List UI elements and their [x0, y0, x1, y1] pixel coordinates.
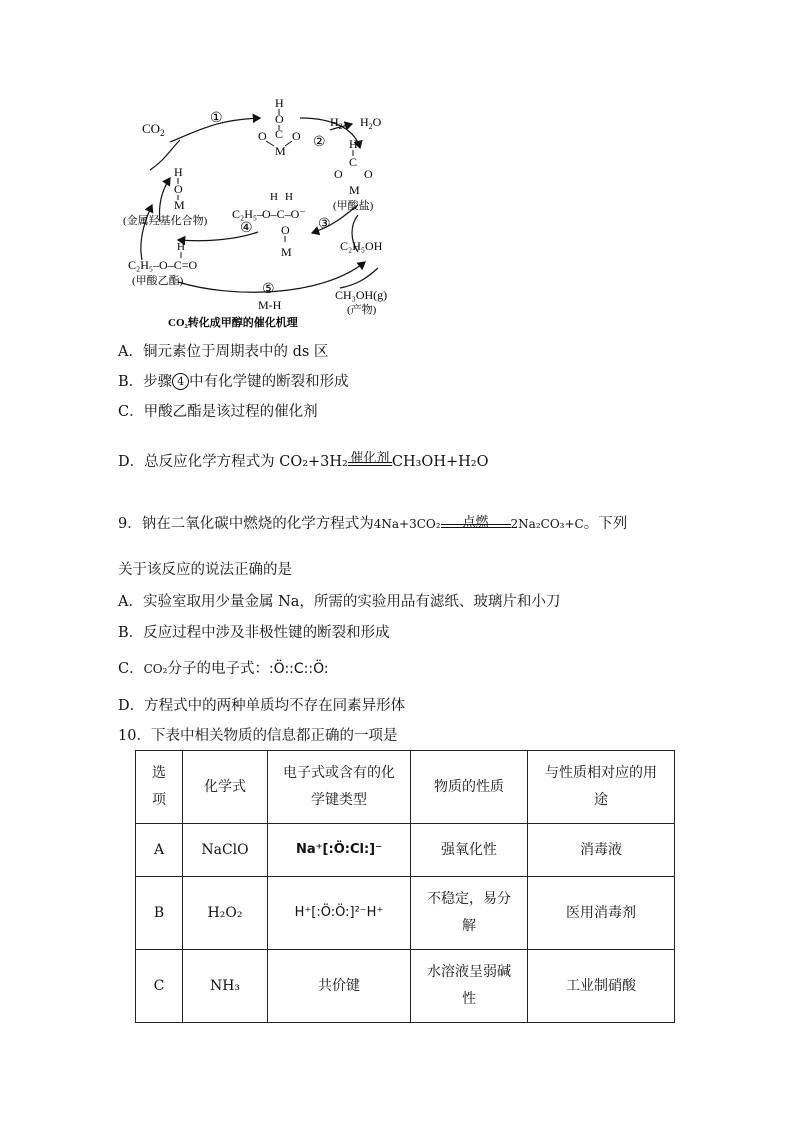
co2-label: $CO_2$ — [142, 121, 165, 138]
svg-text:O: O — [275, 112, 284, 126]
header-bond: 电子式或含有的化 学键类型 — [268, 751, 411, 824]
arrow-ch3oh-out — [340, 268, 378, 288]
table-row — [136, 950, 675, 1023]
q10-stem: 10．下表中相关物质的信息都正确的一项是 — [118, 728, 398, 744]
svg-text:H2: $H_2$ — [330, 115, 343, 131]
q9-option-a: A．实验室取用少量金属 Na，所需的实验用品有滤纸、玻璃片和小刀 — [118, 594, 561, 610]
diagram-caption: CO₂转化成甲醇的催化机理 — [168, 317, 298, 329]
row-property: 强氧化性 — [411, 824, 528, 877]
catalysis-mechanism-diagram — [120, 85, 420, 335]
header-option: 选 项 — [136, 751, 183, 824]
q8-option-b: B．步骤 4 中有化学键的断裂和形成 — [118, 374, 349, 390]
q9-option-b: B．反应过程中涉及非极性键的断裂和形成 — [118, 625, 390, 641]
row-formula: NH₃ — [183, 950, 268, 1023]
svg-text:H2O: $H_2O$ — [360, 115, 382, 131]
ethyl-formate-structure: C₂H₅–O–C=O — [128, 258, 198, 272]
step3-label: ③ — [318, 217, 331, 232]
formate-label: (甲酸盐) — [333, 200, 374, 212]
svg-text:H: H — [285, 191, 293, 203]
product-label: (产物) — [347, 304, 377, 316]
svg-text:C: C — [349, 155, 358, 169]
row-formula: NaClO — [183, 824, 268, 877]
svg-text:M: M — [281, 245, 292, 259]
svg-text:C: C — [275, 127, 284, 141]
row-bond: H⁺[:Ö:Ö:]²⁻H⁺ — [268, 877, 411, 950]
q9-stem: 9．钠在二氧化碳中燃烧的化学方程式为4Na+3CO₂ 点燃 2Na₂CO₃+C。下列 — [118, 515, 628, 532]
step-circle: 4 — [172, 373, 189, 390]
mh-label: M-H — [258, 298, 282, 312]
svg-text:H: H — [270, 191, 278, 203]
svg-text:H: H — [174, 165, 183, 179]
row-use: 医用消毒剂 — [528, 877, 675, 950]
row-bond: 共价键 — [268, 950, 411, 1023]
q9-option-d: D．方程式中的两种单质均不存在同素异形体 — [118, 698, 406, 714]
header-use: 与性质相对应的用 途 — [528, 751, 675, 824]
row-bond: Na⁺[:Ö:Cl:]⁻ — [268, 824, 411, 877]
q8-option-c: C．甲酸乙酯是该过程的催化剂 — [118, 404, 318, 420]
svg-text:H: H — [275, 96, 284, 110]
row-option: C — [136, 950, 183, 1023]
svg-text:M: M — [174, 198, 185, 212]
svg-text:O: O — [334, 167, 343, 181]
row-use: 消毒液 — [528, 824, 675, 877]
metal-hydroxy-label: (金属羟基化合物) — [123, 215, 208, 227]
row-option: A — [136, 824, 183, 877]
row-formula: H₂O₂ — [183, 877, 268, 950]
svg-text:O: O — [174, 182, 183, 196]
svg-text:H: H — [349, 137, 358, 151]
ch3oh-label: CH₃OH(g) — [335, 288, 388, 302]
svg-text:O–C–O⁻: O–C–O⁻ — [262, 207, 306, 221]
arrow-left-return — [141, 205, 152, 260]
svg-text:M: M — [349, 183, 360, 197]
q8-option-a: A．铜元素位于周期表中的 ds 区 — [118, 344, 329, 360]
svg-text:M: M — [275, 144, 286, 158]
q10-table — [135, 750, 675, 1023]
step2-label: ② — [313, 135, 326, 150]
header-property: 物质的性质 — [411, 751, 528, 824]
svg-text:O: O — [258, 129, 267, 143]
table-row — [136, 824, 675, 877]
svg-text:O: O — [292, 129, 301, 143]
header-formula: 化学式 — [183, 751, 268, 824]
row-property: 水溶液呈弱碱 性 — [411, 950, 528, 1023]
step5-label: ⑤ — [262, 282, 275, 297]
svg-text:O: O — [281, 223, 290, 237]
step1-label: ① — [210, 111, 223, 126]
q8-option-d: D．总反应化学方程式为 CO₂+3H₂ 催化剂 CH₃OH+H₂O — [118, 451, 489, 470]
step4-label: ④ — [240, 221, 253, 236]
q9-stem-line2: 关于该反应的说法正确的是 — [118, 562, 292, 578]
row-use: 工业制硝酸 — [528, 950, 675, 1023]
row-property: 不稳定，易分 解 — [411, 877, 528, 950]
c2h5oh-label: C₂H₅OH — [340, 239, 383, 253]
svg-text:H: H — [177, 241, 185, 253]
row-option: B — [136, 877, 183, 950]
svg-text:O: O — [364, 167, 373, 181]
table-row — [136, 877, 675, 950]
ethyl-formate-label: (甲酸乙酯) — [132, 275, 184, 287]
svg-text:C₂H₅–: C₂H₅– — [232, 207, 264, 221]
table-header-row — [136, 751, 675, 824]
q9-option-c: C．CO₂分子的电子式：:Ö::C::Ö: — [118, 661, 329, 677]
